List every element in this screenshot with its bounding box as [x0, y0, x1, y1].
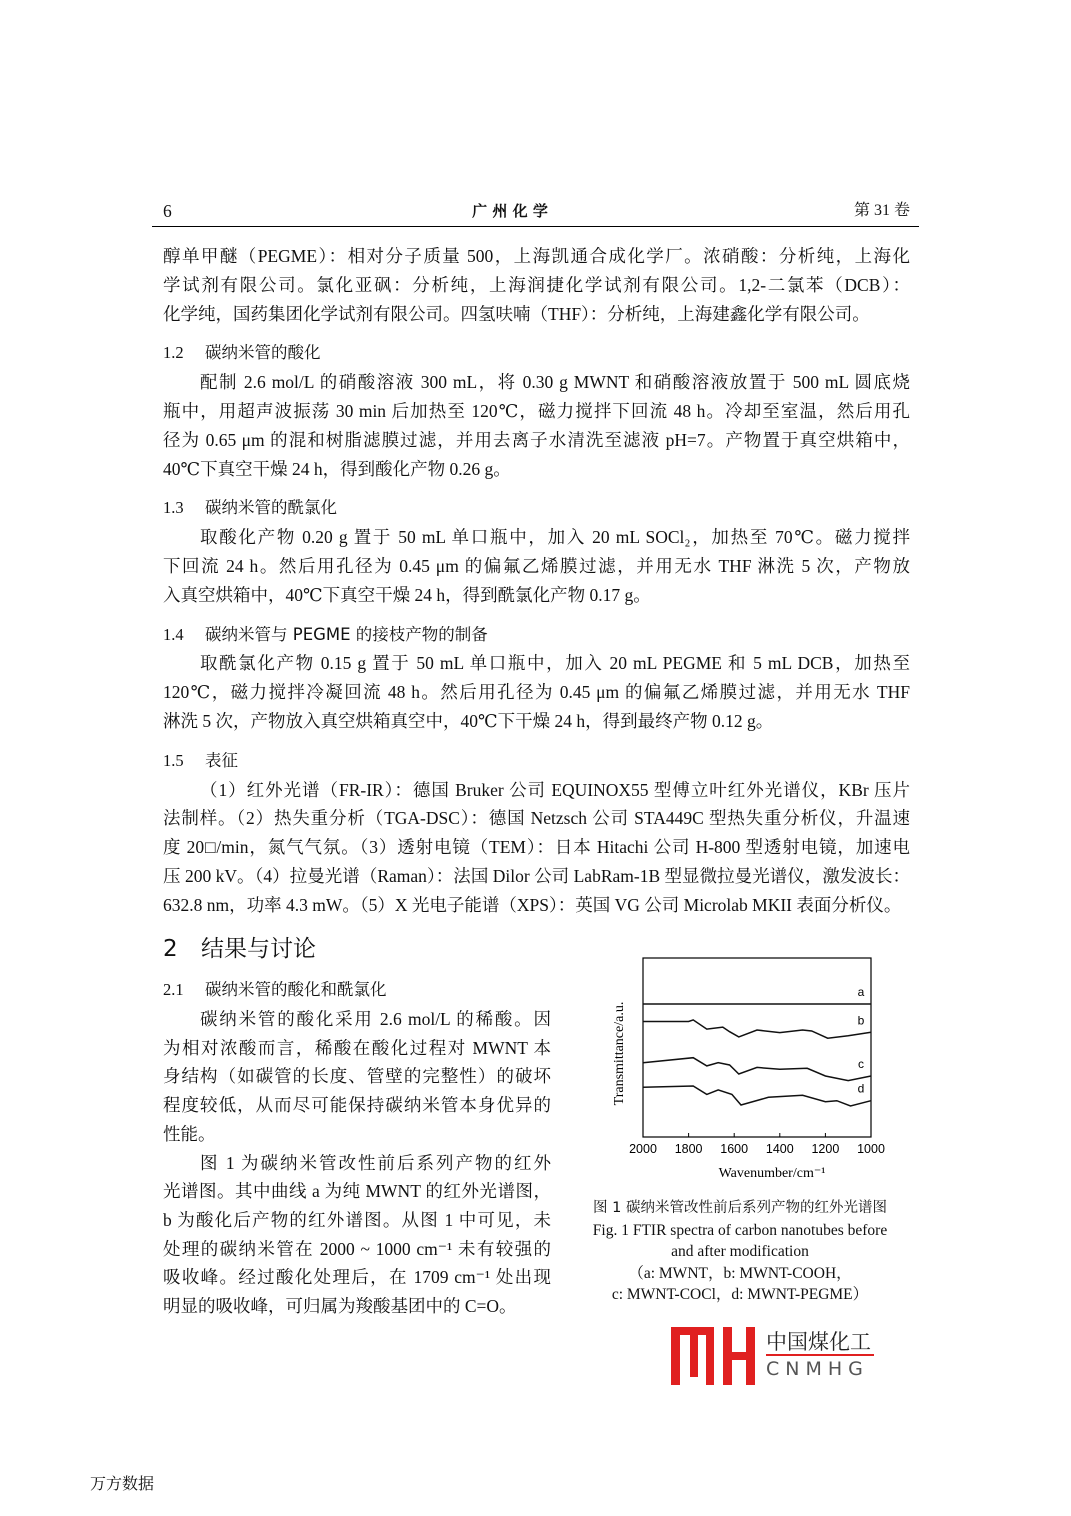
watermark: 万方数据 — [90, 1474, 155, 1493]
section-heading-1-4 — [163, 623, 910, 647]
text-line: 取酸化产物 0.20 g 置于 50 mL 单口瓶中，加入 20 mL SOCl₂，加热至 70℃。磁力搅拌 — [200, 527, 910, 548]
section-number: 1.4 — [163, 624, 184, 644]
section-heading-1-3 — [163, 496, 910, 520]
text-line: 40℃下真空干燥 24 h，得到酸化产物 0.26 g。 — [163, 458, 511, 479]
text-line: 光谱图。其中曲线 a 为纯 MWNT 的红外光谱图， — [163, 1181, 551, 1202]
y-axis-label: Transmittance/a.u. — [612, 1001, 627, 1106]
x-tick-label: 1800 — [674, 1142, 703, 1156]
text-line: 醇单甲醚（PEGME）：相对分子质量 500，上海凯通合成化学厂。浓硝酸：分析纯，上海化 — [163, 246, 910, 266]
text-line: 学试剂有限公司。氯化亚砜：分析纯，上海润捷化学试剂有限公司。1,2-二氯苯（DCB）： — [163, 274, 910, 295]
x-tick-label: 1400 — [765, 1142, 794, 1156]
text-line: 下回流 24 h。然后用孔径为 0.45 μm 的偏氟乙烯膜过滤，并用无水 THF 淋洗 5 次，产物放 — [163, 556, 910, 576]
section-title: 碳纳米管的酸化和酰氯化 — [205, 980, 387, 999]
series-label-b: b — [857, 1013, 865, 1028]
logo-mark-icon — [668, 1325, 758, 1387]
ftir-chart — [600, 945, 900, 1190]
caption-en-1: Fig. 1 FTIR spectra of carbon nanotubes before — [592, 1222, 888, 1239]
section-title: 表征 — [205, 750, 238, 770]
header-rule — [152, 226, 919, 227]
caption-en-3: （a: MWNT，b: MWNT-COOH， — [628, 1265, 852, 1282]
text-line: 632.8 nm，功率 4.3 mW。（5）X 光电子能谱（XPS）：英国 VG 公司 Microlab MKII 表面分析仪。 — [163, 894, 902, 915]
section-number: 1.3 — [163, 498, 184, 518]
text-line: 身结构（如碳管的长度、管壁的完整性）的破坏 — [163, 1066, 551, 1087]
text-line: （1）红外光谱（FR-IR）：德国 Bruker 公司 EQUINOX55 型傅立叶红外光谱仪，KBr 压片 — [200, 779, 910, 800]
series-label-a: a — [857, 985, 865, 1000]
text-line: 配制 2.6 mol/L 的硝酸溶液 300 mL，将 0.30 g MWNT 和硝酸溶液放置于 500 mL 圆底烧 — [200, 372, 910, 393]
text-line: 度 20□/min，氮气气氛。（3）透射电镜（TEM）：日本 Hitachi 公司 H-800 型透射电镜，加速电 — [163, 837, 910, 858]
section-title: 碳纳米管的酰氯化 — [205, 498, 337, 518]
series-label-d: d — [857, 1081, 865, 1096]
text-line: 程度较低，从而尽可能保持碳纳米管本身优异的 — [163, 1095, 551, 1116]
logo-cn: 中国煤化工 — [766, 1330, 871, 1354]
section-number: 2.1 — [163, 980, 184, 999]
journal-name: 广 州 化 学 — [472, 202, 548, 220]
plot-frame — [643, 958, 871, 1137]
series-c-line — [643, 1058, 871, 1081]
series-b-line — [643, 1020, 871, 1038]
logo-divider — [766, 1354, 874, 1356]
text-line: 径为 0.65 μm 的混和树脂滤膜过滤，并用去离子水清洗至滤液 pH=7。产物置于真空烘箱中， — [163, 429, 910, 450]
x-tick-label: 2000 — [629, 1142, 657, 1156]
text-line: 碳纳米管的酸化采用 2.6 mol/L 的稀酸。因 — [200, 1009, 551, 1029]
x-tick-label: 1000 — [857, 1142, 885, 1156]
section-2-heading — [163, 930, 316, 963]
text-line: 为相对浓酸而言，稀酸在酸化过程对 MWNT 本 — [163, 1037, 551, 1058]
caption-en-4: c: MWNT-COCl，d: MWNT-PEGME） — [611, 1286, 869, 1303]
x-tick-label: 1200 — [811, 1142, 840, 1156]
section-title: 碳纳米管的酸化 — [205, 343, 321, 363]
page-number: 6 — [163, 201, 172, 221]
section-number: 1.5 — [163, 750, 184, 770]
caption-en-2: and after modification — [671, 1243, 809, 1260]
volume: 第 31 卷 — [853, 202, 910, 219]
text-line: 入真空烘箱中，40℃下真空干燥 24 h，得到酰氯化产物 0.17 g。 — [163, 584, 651, 605]
text-line: 明显的吸收峰，可归属为羧酸基团中的 C=O。 — [163, 1296, 517, 1316]
section-number: 2 — [163, 936, 178, 962]
section-heading-1-2 — [163, 341, 910, 365]
series-d-line — [643, 1086, 871, 1106]
text-line: b 为酸化后产物的红外谱图。从图 1 中可见，未 — [163, 1209, 551, 1230]
text-line: 化学纯，国药集团化学试剂有限公司。四氢呋喃（THF）：分析纯，上海建鑫化学有限公司。 — [163, 303, 870, 324]
text-line: 压 200 kV。（4）拉曼光谱（Raman）：法国 Dilor 公司 LabRam-1B 型显微拉曼光谱仪，激发波长： — [163, 866, 910, 886]
section-number: 1.2 — [163, 343, 184, 363]
text-line: 取酰氯化产物 0.15 g 置于 50 mL 单口瓶中，加入 20 mL PEGME 和 5 mL DCB，加热至 — [200, 653, 910, 674]
section-title: 结果与讨论 — [201, 936, 316, 962]
section-title: 碳纳米管与 PEGME 的接枝产物的制备 — [205, 624, 488, 644]
text-line: 瓶中，用超声波振荡 30 min 后加热至 120℃，磁力搅拌下回流 48 h。冷却至室温，然后用孔 — [163, 401, 910, 421]
logo-en: CNMHG — [766, 1358, 869, 1380]
text-line: 性能。 — [163, 1123, 216, 1144]
logo — [668, 1325, 883, 1387]
caption-cn: 图 1 碳纳米管改性前后系列产物的红外光谱图 — [593, 1200, 887, 1216]
text-line: 淋洗 5 次，产物放入真空烘箱真空中，40℃下干燥 24 h，得到最终产物 0.12 g。 — [163, 711, 774, 731]
section-heading-1-5 — [163, 749, 910, 773]
text-line: 处理的碳纳米管在 2000 ~ 1000 cm⁻¹ 未有较强的 — [163, 1238, 551, 1259]
text-line: 120℃，磁力搅拌冷凝回流 48 h。然后用孔径为 0.45 μm 的偏氟乙烯膜过滤，并用无水 THF — [163, 682, 910, 703]
text-line: 法制样。（2）热失重分析（TGA-DSC）：德国 Netzsch 公司 STA449C 型热失重分析仪，升温速 — [163, 808, 910, 829]
text-line: 吸收峰。经过酸化处理后，在 1709 cm⁻¹ 处出现 — [163, 1267, 551, 1288]
series-label-c: c — [858, 1056, 864, 1071]
x-axis-label: Wavenumber/cm⁻¹ — [718, 1166, 826, 1181]
text-line: 图 1 为碳纳米管改性前后系列产物的红外 — [200, 1152, 551, 1173]
x-tick-label: 1600 — [720, 1142, 749, 1156]
